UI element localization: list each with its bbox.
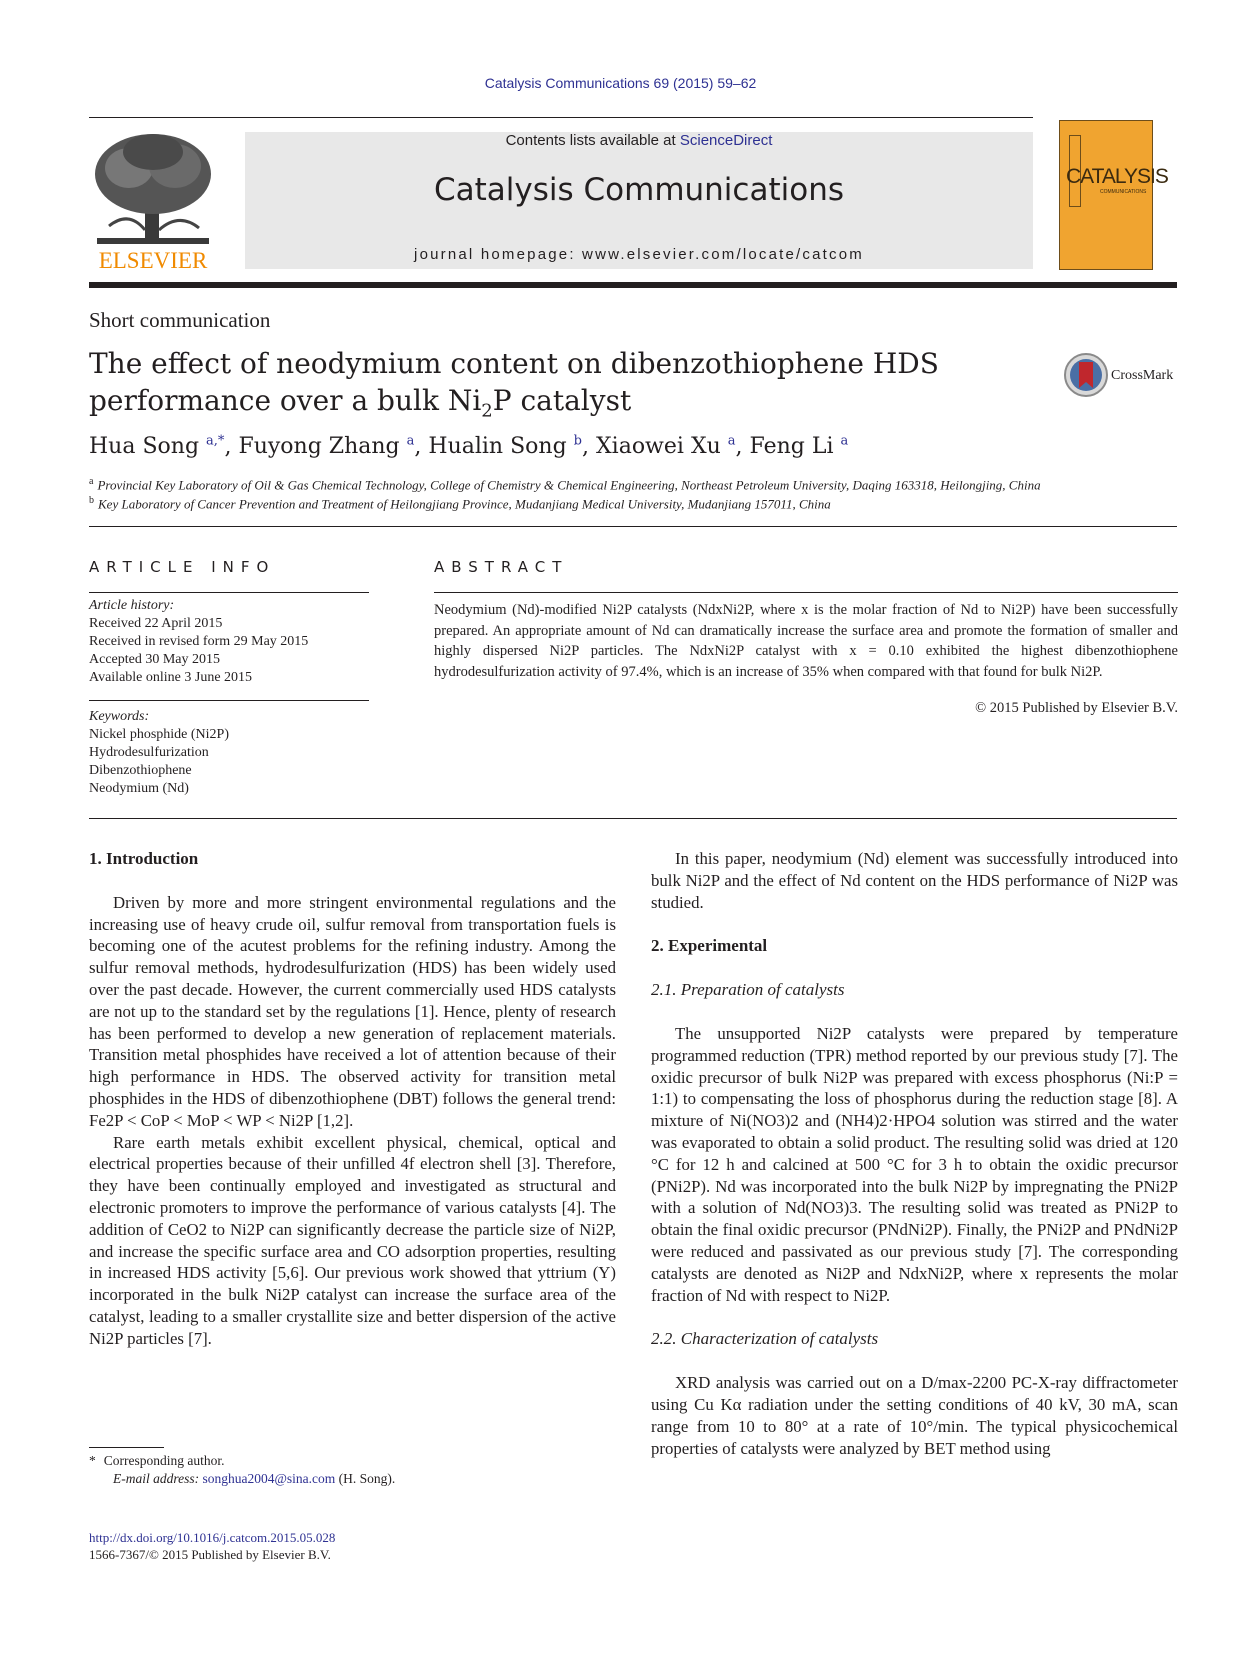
author[interactable]: Hualin Song $^b$ xyxy=(428,434,582,460)
issn-copyright: 1566-7367/© 2015 Published by Elsevier B.V. xyxy=(89,1547,331,1562)
author-list: Hua Song $^{a,*}$, Fuyong Zhang $^a$, Hualin Song $^b$, Xiaowei Xu $^a$, Feng Li $^a$ xyxy=(89,434,849,460)
corresponding-author-note xyxy=(89,1452,395,1488)
journal-masthead xyxy=(245,132,1033,269)
journal-title: Catalysis Communications xyxy=(433,172,844,208)
author[interactable]: Feng Li $^a$ xyxy=(749,434,849,460)
online-date: Available online 3 June 2015 xyxy=(89,670,253,685)
journal-homepage[interactable]: journal homepage: www.elsevier.com/locate/catcom xyxy=(414,246,864,263)
author[interactable]: Hua Song $^{a,*}$ xyxy=(89,434,225,460)
keywords xyxy=(89,708,369,798)
doi-block xyxy=(89,1529,335,1563)
abstract-heading: ABSTRACT xyxy=(434,558,569,576)
article-info-rule xyxy=(89,592,369,593)
author[interactable]: Fuyong Zhang $^a$ xyxy=(238,434,415,460)
contents-available-line xyxy=(245,132,1033,149)
received-date: Received 22 April 2015 xyxy=(89,616,223,631)
abstract-rule xyxy=(434,592,1178,593)
author[interactable]: Xiaowei Xu $^a$ xyxy=(596,434,736,460)
sciencedirect-link[interactable]: ScienceDirect xyxy=(679,132,773,149)
title-line-1: The effect of neodymium content on dibenzothiophene HDS xyxy=(89,347,939,380)
article-info-heading: ARTICLE INFO xyxy=(89,558,276,576)
intro-paragraph: Rare earth metals exhibit excellent physical, chemical, optical and electrical properties because of their unfilled 4f electron shell [3]. Therefore, they have been continually employed and investigated as structural and electronic promoters to improve the performance of various catalysts [4]. The addition of CeO2 to Ni2P can significantly decrease the particle size of Ni2P, and increase the specific surface area and CO adsorption properties, resulting in increased HDS activity [5,6]. Our previous work showed that yttrium (Y) incorporated in the bulk Ni2P catalyst can increase the surface area of the catalyst, leading to a smaller crystallite size and better dispersion of the active Ni2P particles [7]. xyxy=(89,1132,616,1348)
front-matter-rule xyxy=(89,818,1177,819)
crossmark-label: CrossMark xyxy=(1111,368,1174,383)
journal-cover-thumbnail[interactable] xyxy=(1059,120,1168,270)
email-link[interactable]: songhua2004@sina.com xyxy=(202,1471,336,1486)
email-line: E-mail address: songhua2004@sina.com (H. Song). xyxy=(113,1471,396,1486)
contents-prefix: Contents lists available at xyxy=(505,132,680,149)
cover-subtitle: COMMUNICATIONS xyxy=(1100,189,1147,195)
header-rule xyxy=(89,117,1033,118)
article-title xyxy=(89,345,989,430)
characterization-paragraph: XRD analysis was carried out on a D/max-2200 PC-X-ray diffractometer using Cu Kα radiation under the setting conditions of 40 kV, 30 mA, scan range from 10 to 80° at a rate of 10°/min. The typical physicochemical properties of catalysts were analyzed by BET method using xyxy=(651,1373,1178,1458)
keyword: Dibenzothiophene xyxy=(89,763,192,778)
elsevier-tree-icon xyxy=(89,130,217,272)
affiliation: $^a$ Provincial Key Laboratory of Oil & Gas Chemical Technology, College of Chemistry & Chemical Engineering, Northeast Petroleum University, Daqing 163318, Heilongjing, China xyxy=(89,476,1041,493)
article-type: Short communication xyxy=(89,308,271,332)
crossmark-badge[interactable] xyxy=(1063,352,1181,398)
body-paragraph: In this paper, neodymium (Nd) element was successfully introduced into bulk Ni2P and the effect of Nd content on the HDS performance of Ni2P was studied. xyxy=(651,849,1178,912)
accepted-date: Accepted 30 May 2015 xyxy=(89,652,221,667)
journal-reference-link[interactable]: Catalysis Communications 69 (2015) 59–62 xyxy=(484,75,757,91)
abstract-copyright: © 2015 Published by Elsevier B.V. xyxy=(975,700,1178,716)
revised-date: Received in revised form 29 May 2015 xyxy=(89,634,309,649)
keywords-label: Keywords: xyxy=(89,709,150,724)
affiliation: $^b$ Key Laboratory of Cancer Prevention and Treatment of Heilongjiang Province, Mudanjiang Medical University, Mudanjiang 157011, China xyxy=(89,495,831,512)
characterization-heading: 2.2. Characterization of catalysts xyxy=(651,1329,879,1349)
elsevier-wordmark: ELSEVIER xyxy=(98,248,208,273)
corresponding-author: * Corresponding author. xyxy=(89,1453,225,1468)
footnote-rule xyxy=(89,1447,164,1448)
history-label: Article history: xyxy=(89,598,175,613)
preparation-paragraph: The unsupported Ni2P catalysts were prepared by temperature programmed reduction (TPR) method reported by our previous study [7]. The oxidic precursor of bulk Ni2P was prepared with excess phosphorus (Ni:P = 1:1) to compensating the loss of phosphorus during the reduction stage [8]. A mixture of Ni(NO3)2 and (NH4)2·HPO4 solution was stirred and the water was evaporated to obtain a solid product. The resulting solid was dried at 120 °C for 12 h and calcined at 500 °C for 3 h to obtain the oxidic precursor (PNi2P). Nd was incorporated into the bulk Ni2P by impregnating the PNi2P with a solution of Nd(NO3)3. The resulting solid was treated as PNi2P to obtain the final oxidic precursor (PNdNi2P). Finally, the PNi2P and PNdNi2P were reduced and passivated as our previous study [7]. The corresponding catalysts are denoted as Ni2P and NdxNi2P, where x represents the molar fraction of Nd with respect to Ni2P. xyxy=(651,1023,1178,1305)
keyword: Neodymium (Nd) xyxy=(89,781,189,796)
intro-paragraph: Driven by more and more stringent environmental regulations and the increasing use of heavy crude oil, sulfur removal from transportation fuels is becoming one of the acutest problems for the refining industry. Among the sulfur removal methods, hydrodesulfurization (HDS) has been widely used over the past decade. However, the current commercially used HDS catalysts are not up to the standard set by the regulations [1]. Hence, plenty of research has been performed to develop a new generation of replacement materials. Transition metal phosphides have received a lot of attention because of their high performance in HDS. The observed activity for transition metal phosphides in the HDS of dibenzothiophene (DBT) follows the general trend: Fe2P < CoP < MoP < WP < Ni2P [1,2]. xyxy=(89,892,616,1130)
keyword: Hydrodesulfurization xyxy=(89,745,209,760)
elsevier-logo[interactable] xyxy=(89,130,217,272)
cover-title: CATALYSIS xyxy=(1066,165,1168,188)
left-column xyxy=(89,848,616,1350)
introduction-heading: 1. Introduction xyxy=(89,849,199,868)
keywords-rule xyxy=(89,700,369,701)
masthead-rule xyxy=(89,282,1177,288)
keyword: Nickel phosphide (Ni2P) xyxy=(89,727,229,742)
experimental-heading: 2. Experimental xyxy=(651,936,768,956)
article-history xyxy=(89,597,369,687)
crossmark-icon xyxy=(1063,352,1109,398)
preparation-heading: 2.1. Preparation of catalysts xyxy=(651,980,845,1000)
title-line-2: performance over a bulk $Ni_2P$ catalyst xyxy=(89,384,632,422)
doi-link[interactable]: http://dx.doi.org/10.1016/j.catcom.2015.05.028 xyxy=(89,1530,336,1545)
abstract-text: Neodymium (Nd)-modified Ni2P catalysts (NdxNi2P, where x is the molar fraction of Nd to Ni2P) have been successfully prepared. An appropriate amount of Nd can dramatically increase the surface area and promote the formation of smaller and highly dispersed Ni2P particles. The NdxNi2P catalyst with x = 0.10 exhibited the highest dibenzothiophene hydrodesulfurization activity of 97.4%, which is an increase of 35% when compared with that found for bulk Ni2P. xyxy=(434,602,1178,680)
affiliation-rule xyxy=(89,526,1177,527)
right-column xyxy=(651,848,1178,1459)
